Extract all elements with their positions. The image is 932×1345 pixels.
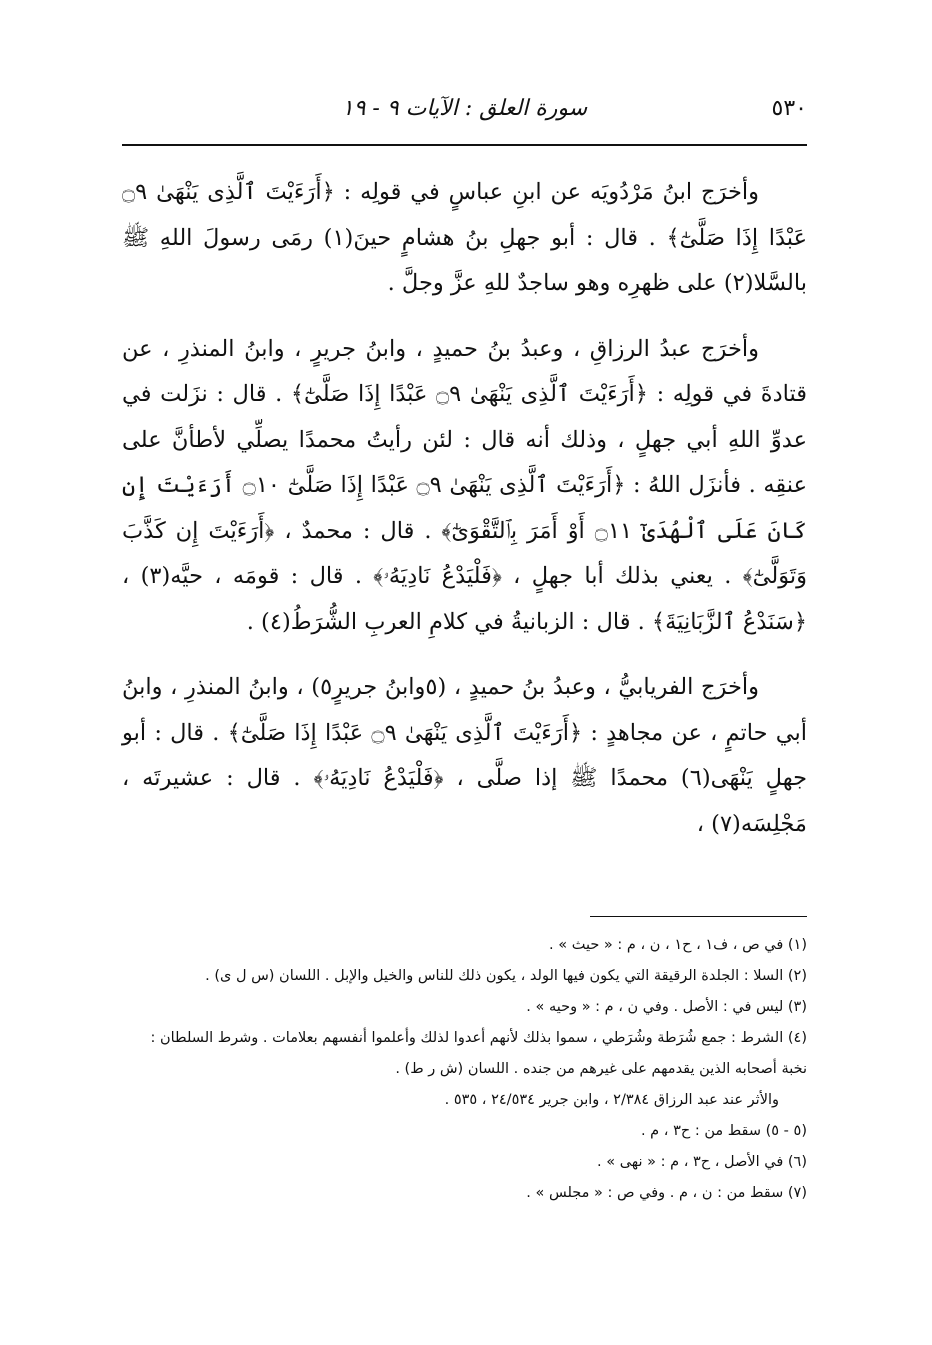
footnote: (٤) الشرط : جمع شُرَطة وشُرَطي ، سموا بذلك لأنهم أعدوا لذلك وأعلموا أنفسهم بعلامات . وشرط السلطان : نخبة أصحابه الذين يقدمهم على غيرهم من جنده . اللسان (ش ر ط) .: [150, 1030, 807, 1077]
main-text: [122, 170, 807, 867]
footnote: (٥ - ٥) سقط من : ح٣ ، م .: [640, 1123, 807, 1139]
paragraph: وأخرَج عبدُ الرزاقِ ، وعبدُ بنُ حميدٍ ، وابنُ جريرٍ ، وابنُ المنذرِ ، عن قتادةَ في قولِه : ﴿أَرَءَيْتَ ٱلَّذِى يَنْهَىٰ ۝٩ عَبْدًا إِذَا صَلَّىٰٓ﴾ . قال : نزَلت في عدوِّ اللهِ أبي جهلٍ ، وذلك أنه قال : لئن رأيتُ محمدًا يصلِّي لأطأنَّ على عنقِه . فأنزَل اللهُ : ﴿أَرَءَيْتَ ٱلَّذِى يَنْهَىٰ ۝٩ عَبْدًا إِذَا صَلَّىٰٓ ۝١٠ أَرَءَيْتَ إِن كَانَ عَلَى ٱلْهُدَىٰٓ ۝١١ أَوْ أَمَرَ بِٱلتَّقْوَىٰٓ﴾ . قال : محمدٌ ، ﴿أَرَءَيْتَ إِن كَذَّبَ وَتَوَلَّىٰٓ﴾ . يعني بذلك أبا جهلٍ ، ﴿فَلْيَدْعُ نَادِيَهُۥ﴾ . قال : قومَه ، حيَّه(٣) ، ﴿سَنَدْعُ ٱلزَّبَانِيَةَ﴾ . قال : الزبانيةُ في كلامِ العربِ الشُّرَطُ(٤) .: [122, 335, 807, 635]
paragraph: وأخرَج ابنُ مَرْدُويَه عن ابنِ عباسٍ في قولِه : ﴿أَرَءَيْتَ ٱلَّذِى يَنْهَىٰ ۝٩ عَبْدًا إِذَا صَلَّىٰٓ﴾ . قال : أبو جهلِ بنُ هشامٍ حينَ(١) رمَى رسولَ اللهِ ﷺ بالسَّلا(٢) على ظهرِه وهو ساجدٌ للهِ عزَّ وجلَّ .: [122, 179, 807, 296]
running-title: سورة العلق : الآيات ٩ - ١٩: [341, 96, 588, 121]
footnote-reference: والأثر عند عبد الرزاق ٢/٣٨٤ ، وابن جرير ٢٤/٥٣٤ ، ٥٣٥ .: [444, 1092, 779, 1108]
header-rule: [122, 144, 807, 146]
footnote: (٣) ليس في : الأصل . وفي ن ، م : « وحيه » .: [526, 999, 807, 1015]
paragraph: وأخرَج الفريابيُّ ، وعبدُ بنُ حميدٍ ، (٥وابنُ جريرٍ٥) ، وابنُ المنذرِ ، وابنُ أبي حاتمٍ ، عن مجاهدٍ : ﴿أَرَءَيْتَ ٱلَّذِى يَنْهَىٰ ۝٩ عَبْدًا إِذَا صَلَّىٰٓ﴾ . قال : أبو جهلٍ يَنْهَى(٦) محمدًا ﷺ إذا صلَّى ، ﴿فَلْيَدْعُ نَادِيَهُۥ﴾ . قال : عشيرتَه ، مَجْلِسَه(٧) ،: [122, 674, 808, 837]
footnotes: [122, 930, 807, 1209]
footnote: (٧) سقط من : ن ، م . وفي ص : « مجلس » .: [526, 1185, 807, 1201]
footnote: (٦) في الأصل ، ح٣ ، م : « نهى » .: [597, 1154, 807, 1170]
page-header: [122, 92, 807, 132]
footnote: (١) في ص ، ف١ ، ح١ ، ن ، م : « حيث » .: [549, 937, 807, 953]
footnote: (٢) السلا : الجلدة الرقيقة التي يكون فيها الولد ، يكون ذلك للناس والخيل والإبل . اللسان (س ل ى) .: [205, 968, 807, 984]
page-number: ٥٣٠: [771, 96, 807, 121]
footnote-separator: [590, 916, 807, 917]
